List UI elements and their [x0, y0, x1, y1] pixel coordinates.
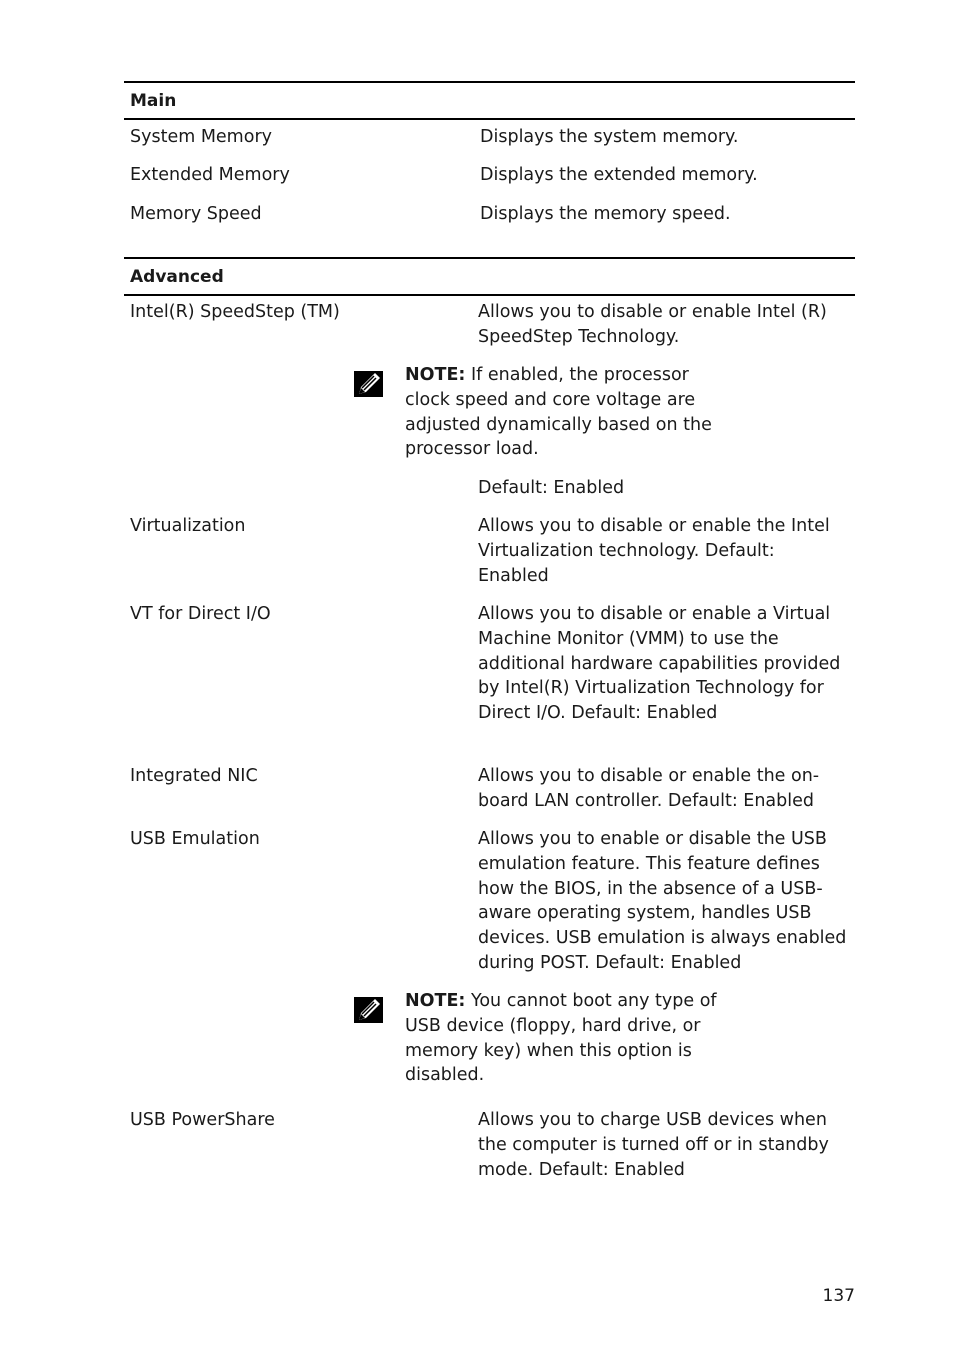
row-label-vt-direct-io: VT for Direct I/O	[130, 604, 271, 624]
row-label-memory-speed: Memory Speed	[130, 204, 262, 224]
main-section	[124, 81, 855, 120]
row-desc-virtualization: Allows you to disable or enable the Intel Virtualization technology. Default: Enabled	[478, 516, 830, 586]
note-body: You cannot boot any type of USB device (floppy, hard drive, or memory key) when this option is disabled.	[405, 991, 717, 1086]
page-number: 137	[822, 1286, 855, 1306]
row-default-speedstep: Default: Enabled	[478, 478, 625, 498]
row-label-virtualization: Virtualization	[130, 516, 246, 536]
row-label-usb-emulation: USB Emulation	[130, 829, 260, 849]
note-usb-emulation-text	[405, 989, 735, 1088]
note-pencil-icon	[354, 369, 384, 399]
row-desc-usb-emulation: Allows you to enable or disable the USB emulation feature. This feature defines how the BIOS, in the absence of a USB-aware operating system, handles USB devices. USB emulation is always enabled during POST. Default: Enabled	[478, 829, 847, 973]
row-desc-extended-memory: Displays the extended memory.	[480, 165, 758, 185]
row-label-usb-powershare: USB PowerShare	[130, 1110, 275, 1130]
row-label-integrated-nic: Integrated NIC	[130, 766, 258, 786]
row-desc-integrated-nic: Allows you to disable or enable the on-board LAN controller. Default: Enabled	[478, 766, 820, 811]
note-label: NOTE:	[405, 365, 466, 385]
note-label: NOTE:	[405, 991, 466, 1011]
note-pencil-icon	[354, 995, 384, 1025]
row-label-extended-memory: Extended Memory	[130, 165, 290, 185]
advanced-section	[124, 257, 855, 296]
note-body: If enabled, the processor clock speed and core voltage are adjusted dynamically based on the processor load.	[405, 365, 712, 460]
note-speedstep-text	[405, 363, 735, 462]
row-desc-usb-powershare: Allows you to charge USB devices when the computer is turned off or in standby mode. Default: Enabled	[478, 1110, 829, 1180]
row-desc-speedstep: Allows you to disable or enable Intel (R) SpeedStep Technology.	[478, 302, 827, 347]
advanced-section-title: Advanced	[130, 266, 224, 287]
row-desc-vt-direct-io: Allows you to disable or enable a Virtual Machine Monitor (VMM) to use the additional hardware capabilities provided by Intel(R) Virtualization Technology for Direct I/O. Default: Enabled	[478, 604, 841, 724]
row-label-system-memory: System Memory	[130, 127, 272, 147]
main-section-title: Main	[130, 90, 177, 111]
row-desc-system-memory: Displays the system memory.	[480, 127, 739, 147]
row-label-speedstep: Intel(R) SpeedStep (TM)	[130, 302, 340, 322]
row-desc-memory-speed: Displays the memory speed.	[480, 204, 731, 224]
main-section-header	[124, 81, 855, 120]
advanced-section-header	[124, 257, 855, 296]
